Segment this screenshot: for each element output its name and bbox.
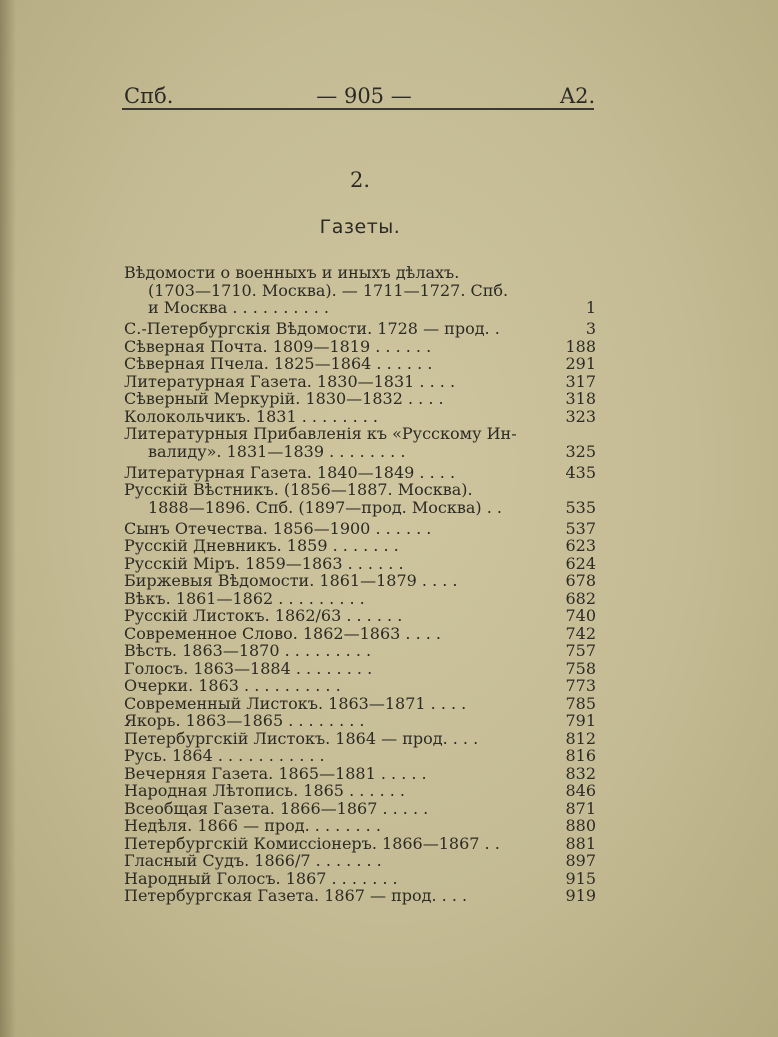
toc-entry-page: 678 [565, 571, 596, 590]
toc-entry [124, 373, 596, 391]
toc-entry-page: 323 [565, 406, 596, 426]
toc-entry-title [124, 464, 556, 482]
toc-entry-page: 188 [565, 336, 596, 356]
toc-entry-title [124, 747, 556, 765]
toc-entry [124, 464, 596, 482]
running-head-right: A2. [560, 84, 596, 108]
table-of-contents [124, 264, 596, 905]
toc-entry-page: 3 [585, 319, 596, 338]
toc-entry-title [124, 390, 556, 408]
toc-entry [124, 520, 596, 538]
toc-entry [124, 355, 596, 373]
toc-entry [124, 607, 596, 625]
toc-entry [124, 817, 596, 835]
toc-entry-line: валиду». 1831—1839 . . . . . . . . [148, 441, 406, 461]
toc-entry-title [124, 373, 556, 391]
toc-entry [124, 660, 596, 678]
toc-entry-page: 1 [585, 298, 596, 317]
toc-entry-page: 816 [565, 746, 596, 765]
toc-entry-line: Русь. 1864 . . . . . . . . . . . [124, 746, 325, 765]
toc-entry [124, 870, 596, 888]
toc-entry [124, 835, 596, 853]
toc-entry-line: Русскій Дневникъ. 1859 . . . . . . . [124, 536, 399, 555]
toc-entry [124, 390, 596, 408]
toc-entry-title [124, 408, 556, 426]
toc-entry-title [124, 355, 556, 373]
toc-entry [124, 555, 596, 573]
toc-entry-page: 812 [565, 728, 596, 748]
toc-entry-page: 758 [565, 658, 596, 678]
toc-entry-line: и Москва . . . . . . . . . . [148, 298, 329, 317]
toc-entry-line: Сѣверная Пчела. 1825—1864 . . . . . . [124, 354, 433, 373]
toc-entry-page: 881 [565, 833, 596, 853]
toc-entry-line: С.-Петербургскія Вѣдомости. 1728 — прод. . [124, 319, 500, 338]
toc-entry-line: Современное Слово. 1862—1863 . . . . [124, 623, 441, 643]
toc-entry [124, 887, 596, 905]
toc-entry [124, 481, 596, 516]
toc-entry-title [124, 481, 556, 516]
toc-entry-title [124, 537, 556, 555]
toc-entry-title [124, 425, 556, 460]
toc-entry-title [124, 835, 556, 853]
toc-entry-page: 846 [565, 781, 596, 800]
toc-entry-title [124, 264, 556, 317]
toc-entry [124, 338, 596, 356]
toc-entry-page: 832 [565, 763, 596, 783]
toc-entry-page: 435 [565, 462, 596, 482]
toc-entry-page: 785 [565, 693, 596, 713]
toc-entry [124, 800, 596, 818]
section-number: 2. [349, 168, 371, 192]
toc-entry-line: Биржевыя Вѣдомости. 1861—1879 . . . . [124, 571, 458, 590]
toc-entry-page: 291 [565, 354, 596, 373]
toc-entry-page: 880 [565, 816, 596, 835]
toc-entry-page: 740 [565, 606, 596, 625]
toc-entry-line: Вечерняя Газета. 1865—1881 . . . . . [124, 763, 427, 783]
toc-entry [124, 677, 596, 695]
section-title: Газеты. [319, 216, 401, 238]
toc-entry-line: Голосъ. 1863—1884 . . . . . . . . [124, 658, 373, 678]
toc-entry-line: Вѣдомости о военныхъ и иныхъ дѣлахъ. [124, 263, 460, 282]
toc-entry-line: (1703—1710. Москва). — 1711—1727. Спб. [148, 280, 509, 300]
toc-entry [124, 747, 596, 765]
toc-entry-title [124, 817, 556, 835]
toc-entry-line: Современный Листокъ. 1863—1871 . . . . [124, 693, 467, 713]
toc-entry [124, 695, 596, 713]
toc-entry [124, 852, 596, 870]
toc-entry-line: Сѣверный Меркурій. 1830—1832 . . . . [124, 389, 444, 408]
toc-entry-page: 623 [565, 536, 596, 555]
toc-entry [124, 408, 596, 426]
toc-entry-line: Петербургскій Комиссіонеръ. 1866—1867 . . [124, 833, 500, 853]
toc-entry-title [124, 607, 556, 625]
toc-entry-title [124, 572, 556, 590]
running-head-left: Спб. [124, 84, 174, 108]
toc-entry-line: Петербургская Газета. 1867 — прод. . . . [124, 886, 468, 905]
toc-entry-title [124, 660, 556, 678]
toc-entry-page: 318 [565, 389, 596, 408]
toc-entry-page: 871 [565, 798, 596, 818]
toc-entry [124, 320, 596, 338]
toc-entry-line: Всеобщая Газета. 1866—1867 . . . . . [124, 798, 429, 818]
toc-entry-title [124, 590, 556, 608]
toc-entry [124, 712, 596, 730]
toc-entry [124, 537, 596, 555]
toc-entry-page: 757 [565, 641, 596, 660]
toc-entry [124, 572, 596, 590]
toc-entry-page: 915 [565, 868, 596, 888]
toc-entry-page: 624 [565, 553, 596, 573]
toc-entry-title [124, 625, 556, 643]
toc-entry-title [124, 800, 556, 818]
toc-entry-page: 537 [565, 518, 596, 538]
toc-entry-title [124, 852, 556, 870]
toc-entry [124, 264, 596, 317]
toc-entry [124, 765, 596, 783]
toc-entry-line: Вѣкъ. 1861—1862 . . . . . . . . . [124, 588, 365, 608]
toc-entry-line: Вѣсть. 1863—1870 . . . . . . . . . [124, 641, 372, 660]
toc-entry-page: 742 [565, 623, 596, 643]
toc-entry-title [124, 765, 556, 783]
page-edge-shadow [0, 0, 16, 1037]
toc-entry-line: Литературная Газета. 1830—1831 . . . . [124, 371, 456, 391]
toc-entry [124, 425, 596, 460]
toc-entry-line: Русскій Вѣстникъ. (1856—1887. Москва). [124, 480, 473, 499]
toc-entry-line: Якорь. 1863—1865 . . . . . . . . [124, 711, 365, 730]
toc-entry-title [124, 782, 556, 800]
toc-entry-title [124, 555, 556, 573]
toc-entry-line: Народный Голосъ. 1867 . . . . . . . [124, 868, 398, 888]
toc-entry-page: 773 [565, 676, 596, 695]
toc-entry [124, 590, 596, 608]
toc-entry-page: 535 [565, 497, 596, 517]
header-rule [122, 108, 594, 110]
toc-entry-title [124, 887, 556, 905]
toc-entry-line: 1888—1896. Спб. (1897—прод. Москва) . . [148, 497, 502, 517]
toc-entry-title [124, 712, 556, 730]
toc-entry-page: 325 [565, 441, 596, 461]
toc-entry-title [124, 870, 556, 888]
toc-entry-title [124, 520, 556, 538]
toc-entry [124, 782, 596, 800]
toc-entry [124, 730, 596, 748]
toc-entry-title [124, 695, 556, 713]
toc-entry-line: Петербургскій Листокъ. 1864 — прод. . . . [124, 728, 479, 748]
toc-entry [124, 642, 596, 660]
toc-entry-line: Недѣля. 1866 — прод. . . . . . . . [124, 816, 381, 835]
toc-entry-line: Колокольчикъ. 1831 . . . . . . . . [124, 406, 379, 426]
toc-entry-line: Очерки. 1863 . . . . . . . . . . [124, 676, 341, 695]
toc-entry-title [124, 320, 556, 338]
toc-entry-line: Литературная Газета. 1840—1849 . . . . [124, 462, 456, 482]
page-number: — 905 — [316, 84, 412, 108]
toc-entry-title [124, 730, 556, 748]
toc-entry [124, 625, 596, 643]
toc-entry-title [124, 642, 556, 660]
toc-entry-title [124, 677, 556, 695]
toc-entry-line: Народная Лѣтопись. 1865 . . . . . . [124, 781, 406, 800]
toc-entry-page: 919 [565, 886, 596, 905]
toc-entry-line: Сѣверная Почта. 1809—1819 . . . . . . [124, 336, 432, 356]
toc-entry-line: Гласный Судъ. 1866/7 . . . . . . . [124, 851, 382, 870]
toc-entry-page: 317 [565, 371, 596, 391]
toc-entry-page: 682 [565, 588, 596, 608]
toc-entry-line: Литературныя Прибавленія къ «Русскому Ин- [124, 424, 517, 443]
toc-entry-title [124, 338, 556, 356]
toc-entry-line: Сынъ Отечества. 1856—1900 . . . . . . [124, 518, 432, 538]
toc-entry-line: Русскій Міръ. 1859—1863 . . . . . . [124, 553, 404, 573]
toc-entry-line: Русскій Листокъ. 1862/63 . . . . . . [124, 606, 403, 625]
toc-entry-page: 897 [565, 851, 596, 870]
toc-entry-page: 791 [565, 711, 596, 730]
